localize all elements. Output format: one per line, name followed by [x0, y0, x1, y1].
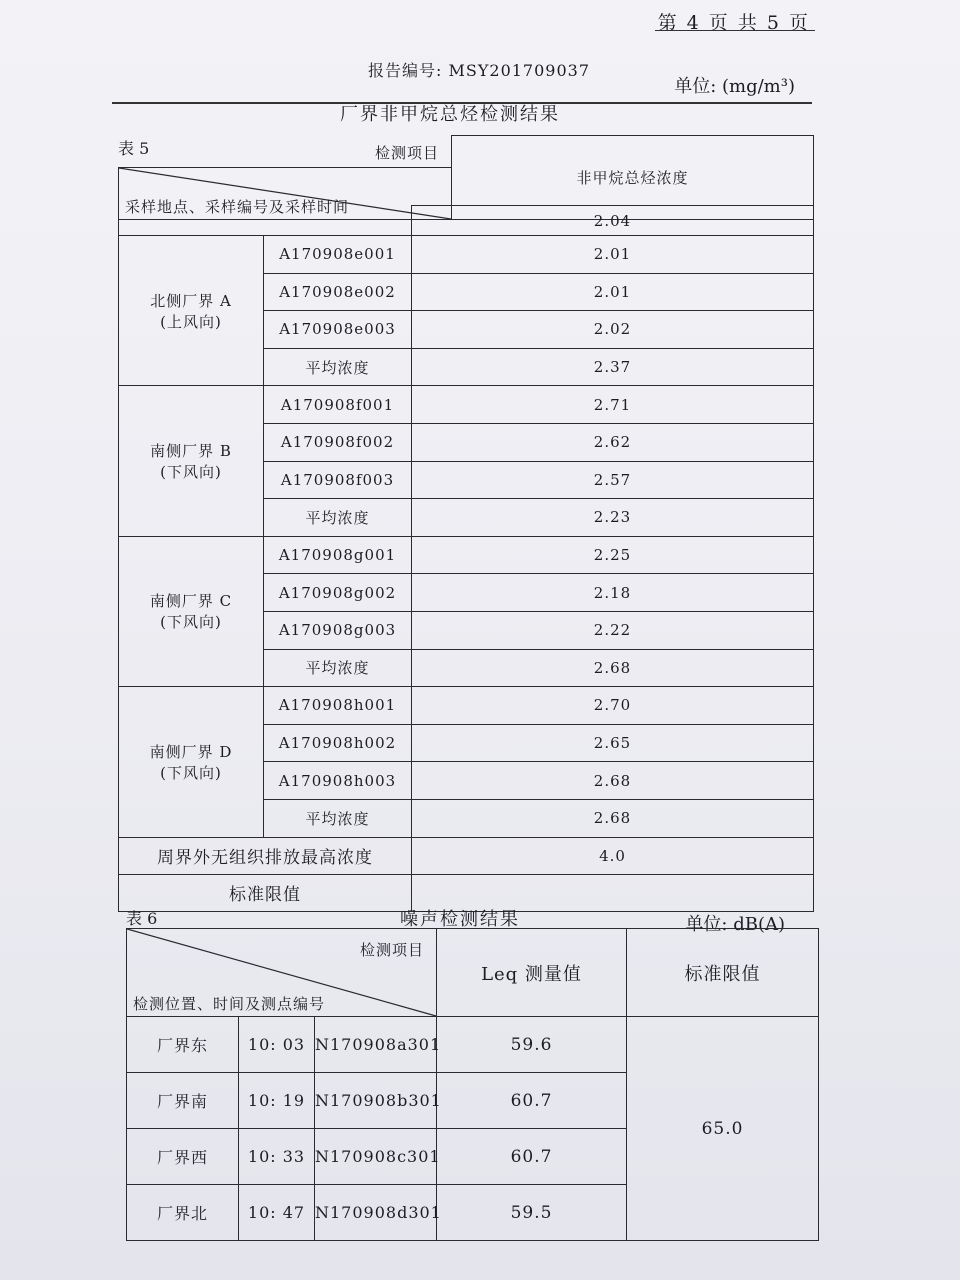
- limit-column-header: 标准限值: [627, 929, 819, 1017]
- point-id-cell: N170908d301: [315, 1185, 437, 1241]
- concentration-value: 2.01: [412, 236, 814, 274]
- max-concentration-value: 4.0: [412, 837, 814, 874]
- table6-title: 噪声检测结果: [400, 909, 520, 930]
- max-concentration-label: 周界外无组织排放最高浓度: [119, 837, 412, 874]
- header-item-label: 检测项目: [360, 941, 425, 959]
- location-name: 南侧厂界 C: [149, 592, 233, 611]
- table-row: [127, 1017, 819, 1073]
- wind-direction: (上风向): [160, 312, 222, 331]
- concentration-value: 2.68: [412, 649, 814, 687]
- header-position-label: 检测位置、时间及测点编号: [133, 995, 326, 1013]
- sample-id: A170908g003: [264, 611, 412, 649]
- concentration-value: 2.25: [412, 536, 814, 574]
- leq-value: 60.7: [437, 1073, 627, 1129]
- concentration-value: 2.57: [412, 461, 814, 499]
- point-id-cell: N170908a301: [315, 1017, 437, 1073]
- table6-diagonal-header: [127, 929, 437, 1017]
- table5-title: 厂界非甲烷总烃检测结果: [340, 104, 560, 125]
- leq-value: 59.6: [437, 1017, 627, 1073]
- leq-column-header: Leq 测量值: [437, 929, 627, 1017]
- table5-column-header: 非甲烷总烃浓度: [452, 136, 814, 220]
- sample-id: A170908g002: [264, 574, 412, 612]
- table6-label: 表 6: [126, 909, 158, 928]
- sample-id: A170908g001: [264, 536, 412, 574]
- concentration-value: 2.02: [412, 311, 814, 349]
- table5-header-value-row: [119, 206, 814, 236]
- concentration-value: 2.62: [412, 423, 814, 461]
- sample-id: A170908e002: [264, 273, 412, 311]
- point-id-cell: N170908c301: [315, 1129, 437, 1185]
- leq-value: 59.5: [437, 1185, 627, 1241]
- location-name: 南侧厂界 B: [150, 442, 232, 461]
- location-name: 南侧厂界 D: [149, 742, 233, 761]
- location-cell: 厂界南: [127, 1073, 239, 1129]
- sample-id: 平均浓度: [264, 649, 412, 687]
- sample-id: A170908e003: [264, 311, 412, 349]
- table5-body: [118, 205, 814, 912]
- sample-id: 平均浓度: [264, 499, 412, 537]
- sample-id: A170908h001: [264, 687, 412, 725]
- location-cell: [119, 236, 264, 386]
- sample-id: A170908h002: [264, 724, 412, 762]
- concentration-value: 2.01: [412, 273, 814, 311]
- table6-header-row: [127, 929, 819, 1017]
- location-cell: [119, 386, 264, 536]
- concentration-value: 2.70: [412, 687, 814, 725]
- sample-id: A170908e001: [264, 236, 412, 274]
- header-sampling-label: 采样地点、采样编号及采样时间: [125, 198, 350, 216]
- table-row: [119, 386, 814, 424]
- concentration-value: 2.22: [412, 611, 814, 649]
- empty-cell: [119, 206, 412, 236]
- point-id-cell: N170908b301: [315, 1073, 437, 1129]
- table5-unit: 单位: (mg/m³): [674, 76, 795, 97]
- table-row: [119, 687, 814, 725]
- header-value: 2.04: [412, 206, 814, 236]
- sample-id: A170908h003: [264, 762, 412, 800]
- page-number-rule: [655, 30, 815, 31]
- location-name: 北侧厂界 A: [150, 291, 232, 310]
- concentration-value: 2.37: [412, 348, 814, 386]
- concentration-value: 2.23: [412, 499, 814, 537]
- page-number: 第 4 页 共 5 页: [657, 12, 810, 34]
- time-cell: 10: 03: [239, 1017, 315, 1073]
- location-cell: 厂界东: [127, 1017, 239, 1073]
- sample-id: A170908f001: [264, 386, 412, 424]
- location-cell: 厂界北: [127, 1185, 239, 1241]
- concentration-value: 2.18: [412, 574, 814, 612]
- location-cell: [119, 536, 264, 686]
- table6-unit: 单位: dB(A): [685, 914, 785, 935]
- time-cell: 10: 33: [239, 1129, 315, 1185]
- table-row: [119, 536, 814, 574]
- table5-header-row: [119, 136, 814, 168]
- standard-limit-label: 标准限值: [119, 874, 412, 911]
- sample-id: A170908f002: [264, 423, 412, 461]
- concentration-value: 2.65: [412, 724, 814, 762]
- concentration-value: 2.68: [412, 799, 814, 837]
- table6: [126, 928, 819, 1241]
- table5-label: 表 5: [118, 139, 150, 158]
- header-item-label: 检测项目: [374, 144, 439, 162]
- concentration-value: 2.68: [412, 762, 814, 800]
- wind-direction: (下风向): [160, 463, 222, 482]
- concentration-value: 2.71: [412, 386, 814, 424]
- report-number: 报告编号: MSY201709037: [368, 61, 591, 80]
- time-cell: 10: 19: [239, 1073, 315, 1129]
- location-cell: 厂界西: [127, 1129, 239, 1185]
- table-row: [119, 236, 814, 274]
- max-concentration-row: [119, 837, 814, 874]
- wind-direction: (下风向): [160, 763, 222, 782]
- sample-id: 平均浓度: [264, 348, 412, 386]
- leq-value: 60.7: [437, 1129, 627, 1185]
- wind-direction: (下风向): [160, 613, 222, 632]
- noise-limit-value: 65.0: [627, 1017, 819, 1241]
- sample-id: A170908f003: [264, 461, 412, 499]
- sample-id: 平均浓度: [264, 799, 412, 837]
- time-cell: 10: 47: [239, 1185, 315, 1241]
- location-cell: [119, 687, 264, 837]
